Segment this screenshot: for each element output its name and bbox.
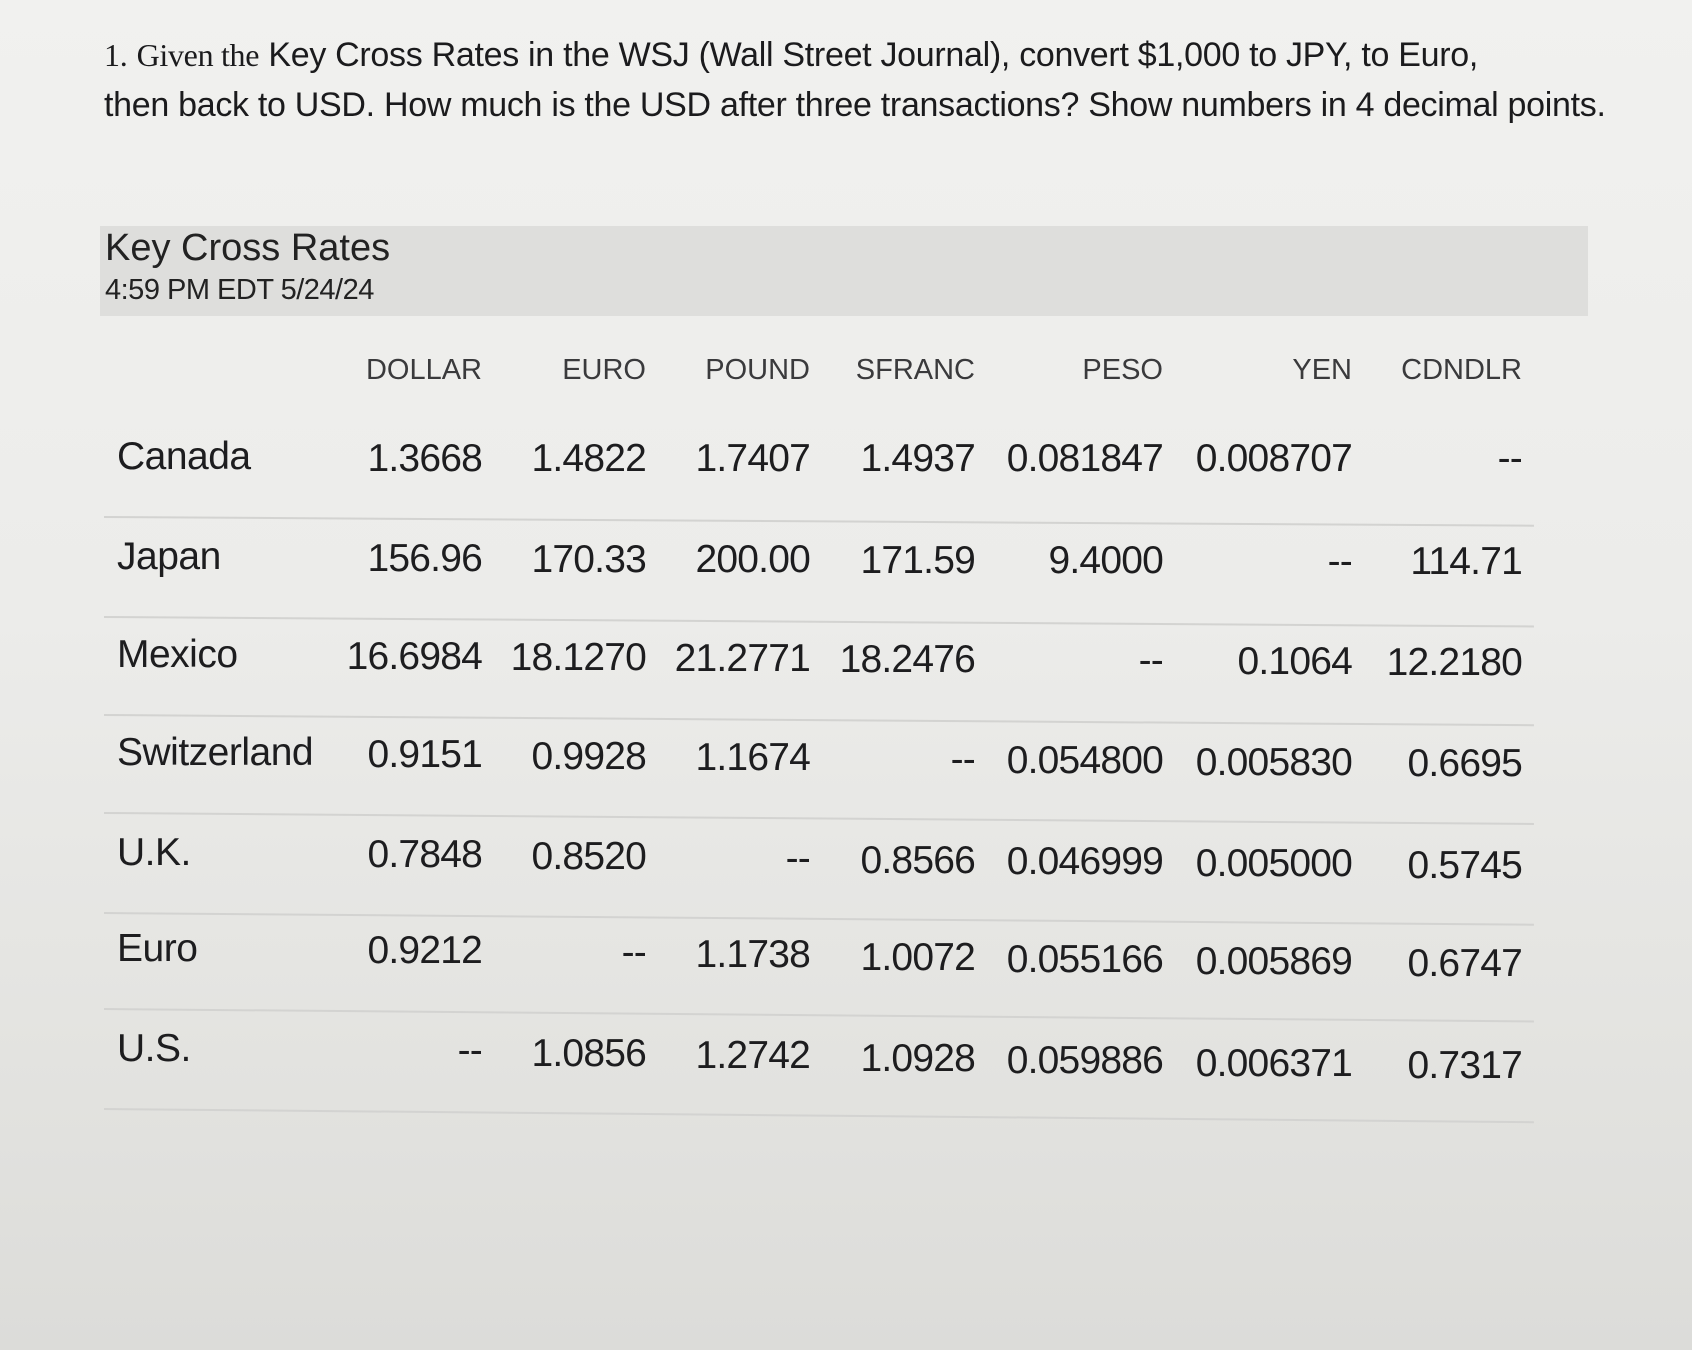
rate-cell: 18.1270 (510, 636, 646, 679)
rate-cell: 0.005869 (1195, 940, 1352, 983)
rate-cell: 171.59 (860, 539, 975, 582)
rate-cell: 0.046999 (1006, 840, 1163, 883)
question-line-1 (104, 30, 1604, 80)
col-header-dollar: DOLLAR (365, 354, 482, 386)
rate-cell: 0.054800 (1006, 739, 1163, 782)
rate-cell: 200.00 (695, 538, 810, 581)
rate-cell: 0.006371 (1195, 1042, 1352, 1085)
row-divider (104, 516, 1534, 527)
question-line-1-rest: Key Cross Rates in the WSJ (Wall Street Journal), convert $1,000 to JPY, to Euro, (268, 36, 1479, 74)
rate-cell: 114.71 (1410, 540, 1522, 583)
question-number: 1. (104, 37, 128, 73)
rates-title: Key Cross Rates (105, 227, 391, 269)
rate-cell: 1.7407 (695, 437, 810, 480)
rate-cell: 0.055166 (1006, 938, 1163, 981)
rate-cell: 0.5745 (1407, 844, 1522, 887)
rate-cell: -- (1138, 639, 1163, 682)
rate-cell: -- (1497, 437, 1522, 480)
rate-cell: -- (1327, 540, 1352, 583)
rate-cell: 0.9212 (367, 929, 482, 972)
col-header-peso: PESO (1082, 354, 1163, 386)
rate-cell: 1.0928 (860, 1037, 975, 1080)
rate-cell: -- (457, 1029, 482, 1072)
rate-cell: 1.4822 (531, 437, 646, 480)
row-divider (104, 714, 1534, 726)
rate-cell: 0.005830 (1195, 741, 1352, 784)
rate-cell: 16.6984 (346, 635, 482, 678)
row-label-canada: Canada (117, 435, 251, 478)
rate-cell: 1.4937 (860, 437, 975, 480)
question-line-2: then back to USD. How much is the USD after three transactions? Show numbers in 4 decimal points. (104, 86, 1606, 124)
rate-cell: 0.1064 (1237, 640, 1352, 683)
col-header-cdndlr: CDNDLR (1401, 354, 1522, 386)
row-divider (104, 1108, 1534, 1123)
rate-cell: 12.2180 (1386, 641, 1522, 684)
rate-cell: 0.005000 (1195, 842, 1352, 885)
rate-cell: -- (785, 837, 810, 880)
rate-cell: 1.1674 (695, 736, 810, 779)
rate-cell: 18.2476 (839, 638, 975, 681)
row-label-japan: Japan (117, 535, 221, 578)
row-label-uk: U.K. (117, 831, 191, 874)
rate-cell: 1.2742 (695, 1034, 810, 1077)
rate-cell: 0.7317 (1407, 1044, 1522, 1087)
col-header-sfranc: SFRANC (855, 354, 975, 386)
rate-cell: 0.008707 (1195, 437, 1352, 480)
row-label-mexico: Mexico (117, 633, 238, 676)
row-label-switzerland: Switzerland (117, 731, 314, 774)
rate-cell: 0.9928 (531, 735, 646, 778)
question-lead: Given the (136, 37, 260, 73)
row-divider (104, 912, 1534, 926)
rate-cell: 9.4000 (1048, 539, 1163, 582)
question-text (104, 30, 1604, 130)
rate-cell: 1.0856 (531, 1032, 646, 1075)
row-divider (104, 616, 1534, 627)
row-divider (104, 812, 1534, 825)
row-label-euro: Euro (117, 927, 198, 970)
rates-timestamp: 4:59 PM EDT 5/24/24 (105, 274, 374, 306)
rate-cell: 1.0072 (860, 936, 975, 979)
rate-cell: 0.8566 (860, 839, 975, 882)
col-header-euro: EURO (562, 354, 646, 386)
rate-cell: 0.7848 (367, 833, 482, 876)
rate-cell: 170.33 (531, 538, 646, 581)
rate-cell: 0.9151 (367, 733, 482, 776)
rate-cell: -- (950, 738, 975, 781)
rate-cell: 0.081847 (1006, 437, 1163, 480)
rate-cell: 1.3668 (367, 437, 482, 480)
col-header-yen: YEN (1292, 354, 1352, 386)
row-label-us: U.S. (117, 1027, 191, 1070)
rate-cell: 0.8520 (531, 835, 646, 878)
rate-cell: 0.059886 (1006, 1039, 1163, 1082)
row-divider (104, 1008, 1534, 1022)
rate-cell: 156.96 (367, 537, 482, 580)
rate-cell: -- (621, 931, 646, 974)
rate-cell: 0.6695 (1407, 742, 1522, 785)
rate-cell: 21.2771 (674, 637, 810, 680)
col-header-pound: POUND (705, 354, 810, 386)
rate-cell: 1.1738 (695, 933, 810, 976)
rate-cell: 0.6747 (1407, 942, 1522, 985)
